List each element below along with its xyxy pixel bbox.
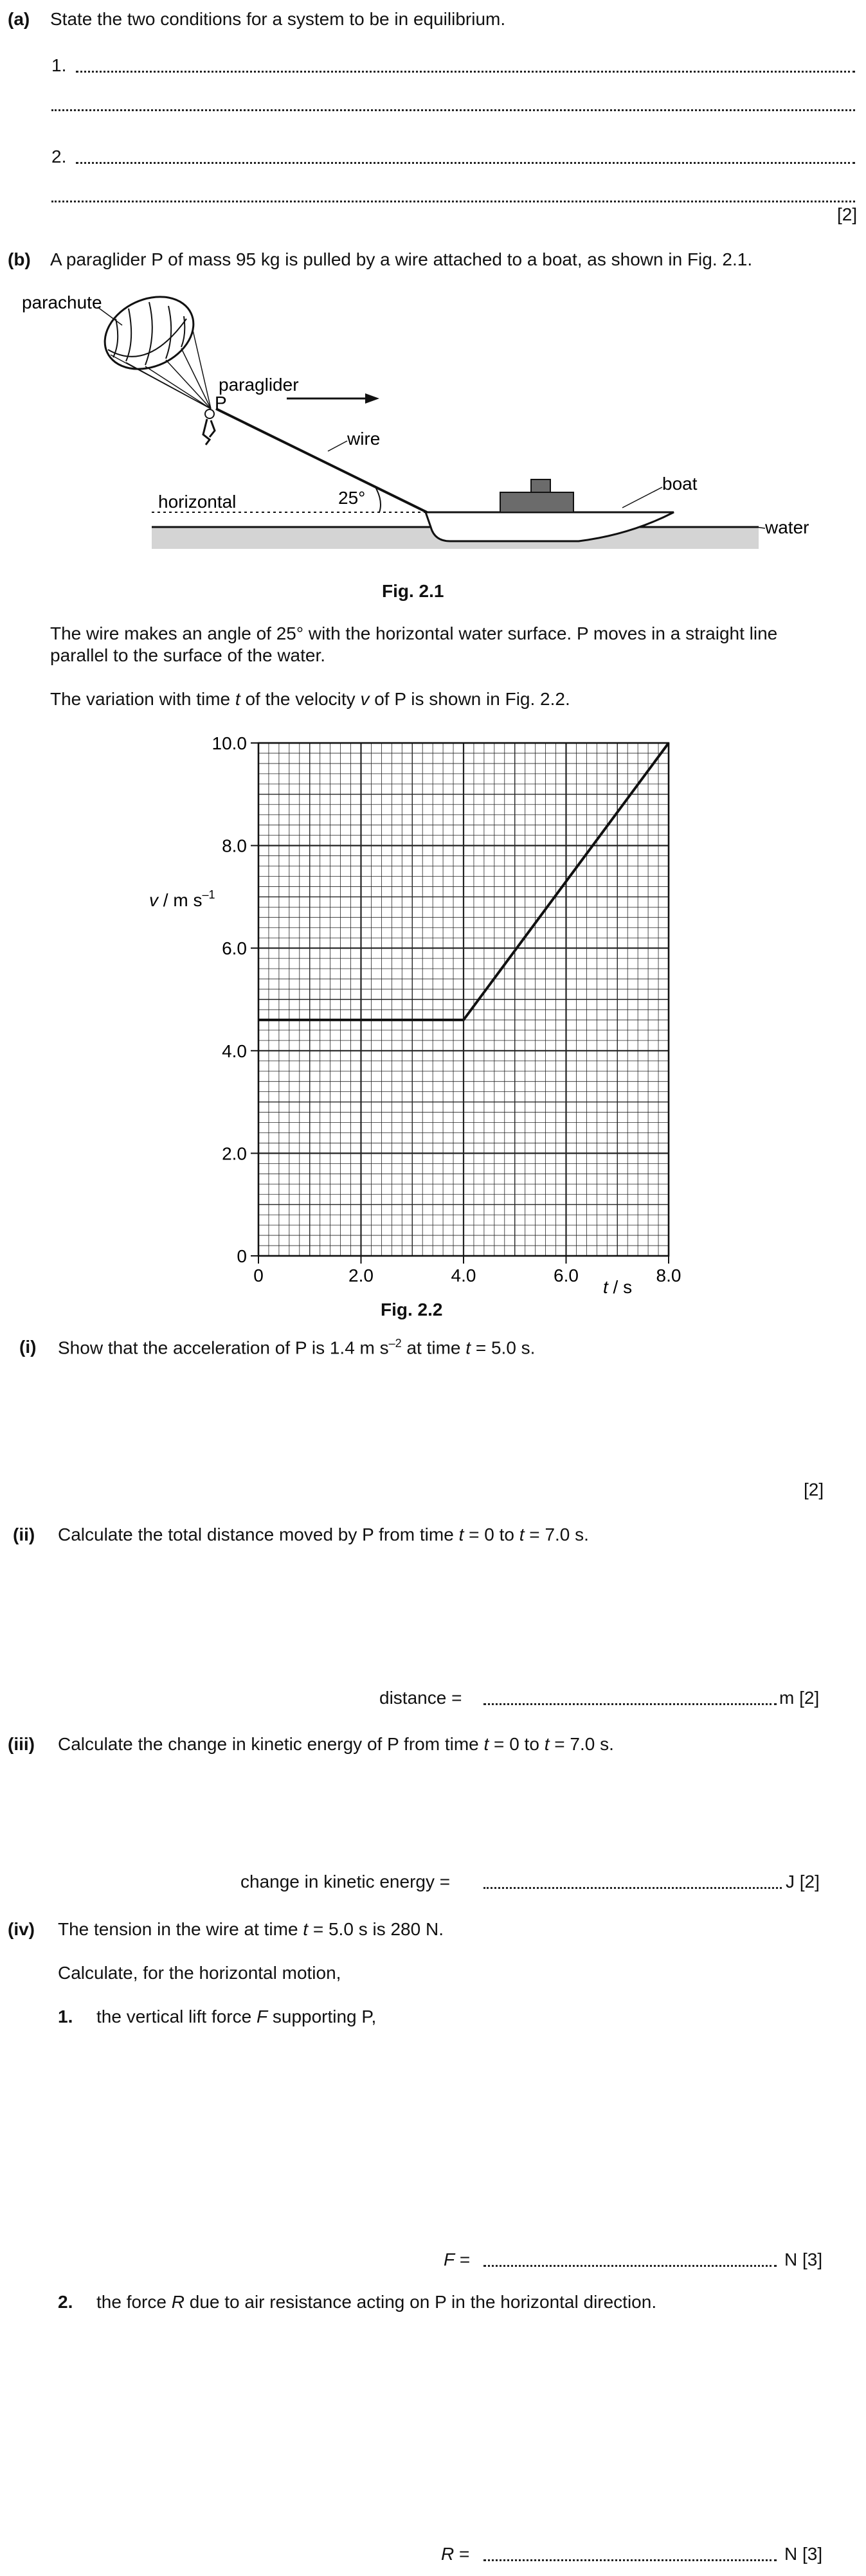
y-tick-label: 2.0 (222, 1143, 247, 1164)
f-answer-unit: N [3] (784, 2250, 823, 2269)
x-tick-label: 6.0 (554, 1266, 579, 1285)
q-iv-part2-text: the force R due to air resistance acting on P in the horizontal direction. (96, 2292, 657, 2312)
fig-2-1-diagram (0, 283, 866, 566)
y-tick-label: 6.0 (222, 938, 247, 959)
x-tick-label: 8.0 (656, 1266, 681, 1285)
q-iv-label: (iv) (8, 1919, 35, 1939)
part-b-label: (b) (8, 249, 31, 269)
wire (216, 409, 427, 512)
q-iv-text: The tension in the wire at time t = 5.0 s is 280 N. (58, 1919, 444, 1939)
r-answer-unit: N [3] (784, 2544, 823, 2564)
r-answer-line[interactable] (483, 2559, 777, 2561)
p-label: P (215, 393, 227, 413)
r-answer-label: R = (441, 2544, 470, 2564)
q-i-text: Show that the acceleration of P is 1.4 m $s^{-2}$ at time t = 5.0 s. (58, 1337, 536, 1358)
horizontal-label: horizontal (158, 492, 237, 512)
part-a-question: State the two conditions for a system to be in equilibrium. (50, 9, 506, 29)
y-tick-label: 8.0 (222, 836, 247, 856)
q-iv-part2-number: 2. (58, 2292, 73, 2312)
f-answer-line[interactable] (483, 2265, 777, 2267)
distance-answer-unit: m [2] (779, 1688, 820, 1708)
answer-line-1[interactable] (76, 71, 855, 73)
ke-answer-line[interactable] (483, 1887, 782, 1889)
boat-label: boat (662, 474, 698, 494)
velocity-arrow (287, 393, 379, 404)
answer-line-2-number: 2. (51, 147, 67, 166)
angle-arc (375, 487, 381, 512)
x-tick-label: 0 (253, 1266, 264, 1285)
q-iv-part1-text: the vertical lift force F supporting P, (96, 2007, 377, 2026)
q-i-marks: [2] (804, 1480, 824, 1499)
wire-label: wire (347, 429, 381, 449)
q-iii-text: Calculate the change in kinetic energy of P from time t = 0 to t = 7.0 s. (58, 1734, 614, 1754)
q-ii-label: (ii) (13, 1525, 35, 1544)
part-b-intro: A paraglider P of mass 95 kg is pulled by a wire attached to a boat, as shown in Fig. 2.1. (50, 249, 753, 269)
answer-line-2b[interactable] (51, 201, 855, 202)
y-tick-label: 0 (237, 1246, 247, 1266)
ke-answer-unit: J [2] (786, 1872, 820, 1892)
ke-answer-label: change in kinetic energy = (240, 1872, 451, 1892)
x-tick-label: 4.0 (451, 1266, 476, 1285)
angle-label: 25° (338, 488, 366, 508)
x-tick-label: 2.0 (348, 1266, 374, 1285)
distance-answer-label: distance = (379, 1688, 462, 1708)
parachute (93, 283, 211, 409)
distance-answer-line[interactable] (483, 1703, 777, 1705)
answer-line-1b[interactable] (51, 109, 855, 111)
part-b-text-1b: parallel to the surface of the water. (50, 645, 326, 665)
parachute-label: parachute (22, 292, 102, 312)
fig-2-2-graph (0, 720, 866, 1311)
part-a-marks: [2] (837, 204, 858, 224)
q-i-label: (i) (19, 1337, 37, 1357)
paraglider-figure (203, 409, 215, 445)
x-axis-label: t / s (603, 1277, 633, 1297)
fig-2-2-caption: Fig. 2.2 (381, 1300, 443, 1319)
y-tick-label: 10.0 (212, 733, 247, 753)
q-iv-calc: Calculate, for the horizontal motion, (58, 1963, 341, 1983)
answer-line-2[interactable] (76, 162, 855, 164)
y-tick-label: 4.0 (222, 1041, 247, 1061)
part-b-text-2: The variation with time t of the velocity v of P is shown in Fig. 2.2. (50, 689, 570, 709)
paraglider-label: paraglider (219, 375, 299, 395)
part-a-label: (a) (8, 9, 30, 29)
y-axis-label: v / m $s^{-1}$ (149, 888, 215, 910)
answer-line-1-number: 1. (51, 55, 67, 75)
q-iv-part1-number: 1. (58, 2007, 73, 2026)
f-answer-label: F = (444, 2250, 471, 2269)
water-label: water (765, 517, 809, 537)
q-ii-text: Calculate the total distance moved by P from time t = 0 to t = 7.0 s. (58, 1525, 589, 1544)
graph-axes (212, 733, 681, 1285)
part-b-text-1a: The wire makes an angle of 25° with the horizontal water surface. P moves in a straight line (50, 623, 778, 643)
q-iii-label: (iii) (8, 1734, 35, 1754)
fig-2-1-caption: Fig. 2.1 (382, 581, 444, 601)
